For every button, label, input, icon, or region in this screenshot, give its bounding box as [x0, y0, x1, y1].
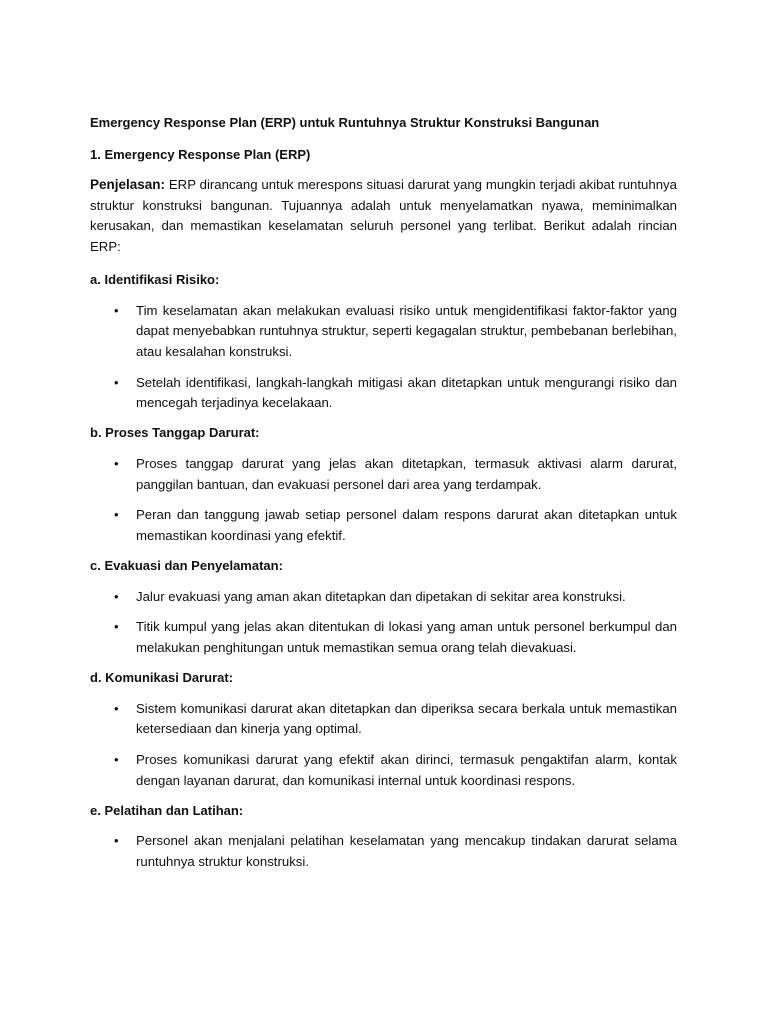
- intro-text: ERP dirancang untuk merespons situasi darurat yang mungkin terjadi akibat runtuhnya struktur konstruksi bangunan. Tujuannya adalah untuk menyelamatkan nyawa, meminimalkan kerusakan, dan memastikan keselamatan seluruh personel yang terlibat. Berikut adalah rincian ERP:: [90, 177, 677, 254]
- subsection-heading-evakuasi-dan-penyelamatan: c. Evakuasi dan Penyelamatan:: [90, 557, 283, 573]
- list-item: [90, 301, 677, 363]
- list-item: [90, 373, 677, 414]
- bullet-list: [90, 587, 677, 659]
- document-page: [90, 113, 677, 872]
- list-item: [90, 454, 677, 495]
- bullet-list: [90, 699, 677, 791]
- subsection-heading-komunikasi-darurat: d. Komunikasi Darurat:: [90, 669, 234, 685]
- bullet-icon: •: [114, 752, 119, 768]
- document-title: Emergency Response Plan (ERP) untuk Runtuhnya Struktur Konstruksi Bangunan: [90, 115, 600, 130]
- bullet-list: [90, 831, 677, 872]
- list-item-text: Sistem komunikasi darurat akan ditetapkan dan diperiksa secara berkala untuk memastikan ketersediaan dan kinerja yang optimal.: [136, 700, 677, 737]
- subsection-heading-identifikasi-risiko: a. Identifikasi Risiko:: [90, 272, 220, 288]
- list-item: [90, 699, 677, 740]
- bullet-icon: •: [114, 374, 119, 390]
- bullet-icon: •: [114, 588, 119, 604]
- list-item-text: Titik kumpul yang jelas akan ditentukan di lokasi yang aman untuk personel berkumpul dan melakukan penghitungan untuk memastikan semua orang telah dievakuasi.: [136, 619, 677, 655]
- subsection-heading-pelatihan-dan-latihan: e. Pelatihan dan Latihan:: [90, 802, 244, 818]
- section-heading: 1. Emergency Response Plan (ERP): [90, 147, 311, 162]
- subsection-heading-proses-tanggap-darurat: b. Proses Tanggap Darurat:: [90, 425, 260, 441]
- list-item: [90, 505, 677, 546]
- intro-paragraph: [90, 175, 677, 257]
- list-item: [90, 831, 677, 872]
- bullet-icon: •: [114, 700, 119, 716]
- list-item: [90, 587, 677, 608]
- bullet-list: [90, 301, 677, 414]
- list-item: [90, 750, 677, 791]
- list-item-text: Proses tanggap darurat yang jelas akan ditetapkan, termasuk aktivasi alarm darurat, panggilan bantuan, dan evakuasi personel dari area yang terdampak.: [136, 456, 677, 492]
- intro-label: Penjelasan:: [90, 177, 166, 192]
- list-item-text: Personel akan menjalani pelatihan keselamatan yang mencakup tindakan darurat selama runtuhnya struktur konstruksi.: [136, 833, 677, 869]
- list-item: [90, 617, 677, 658]
- bullet-list: [90, 454, 677, 546]
- list-item-text: Proses komunikasi darurat yang efektif akan dirinci, termasuk pengaktifan alarm, kontak dengan layanan darurat, dan komunikasi internal untuk koordinasi respons.: [136, 752, 677, 788]
- list-item-text: Tim keselamatan akan melakukan evaluasi risiko untuk mengidentifikasi faktor-faktor yang dapat menyebabkan runtuhnya struktur, seperti kegagalan struktur, pembebanan berlebihan, atau kesalahan konstruksi.: [136, 302, 677, 359]
- bullet-icon: •: [114, 456, 119, 472]
- list-item-text: Peran dan tanggung jawab setiap personel dalam respons darurat akan ditetapkan untuk memastikan koordinasi yang efektif.: [136, 507, 677, 543]
- bullet-icon: •: [114, 619, 119, 635]
- bullet-icon: •: [114, 302, 119, 318]
- bullet-icon: •: [114, 833, 119, 849]
- list-item-text: Jalur evakuasi yang aman akan ditetapkan dan dipetakan di sekitar area konstruksi.: [136, 588, 626, 604]
- list-item-text: Setelah identifikasi, langkah-langkah mitigasi akan ditetapkan untuk mengurangi risiko dan mencegah terjadinya kecelakaan.: [136, 374, 677, 411]
- bullet-icon: •: [114, 507, 119, 523]
